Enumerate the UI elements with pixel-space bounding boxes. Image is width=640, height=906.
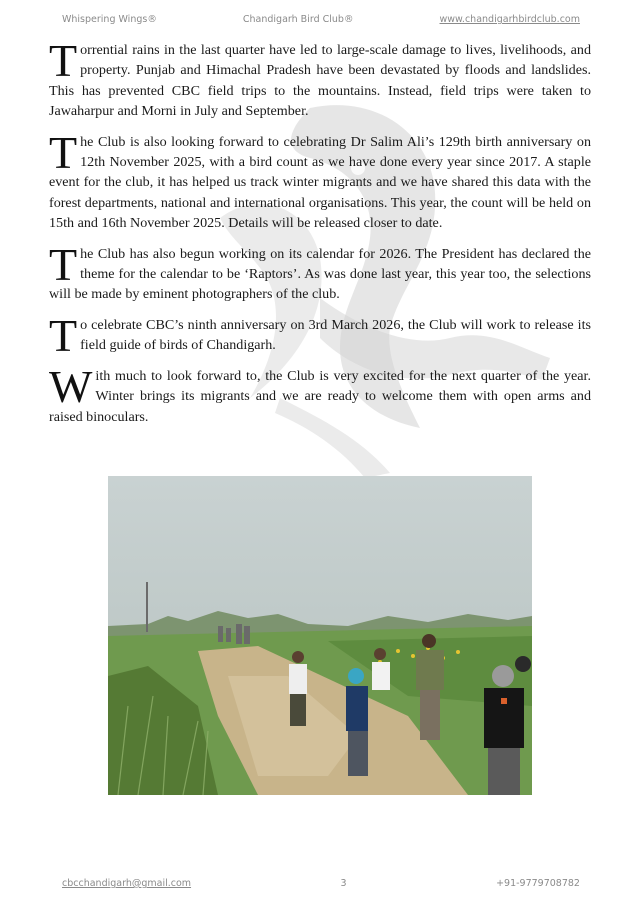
paragraph-text: o celebrate CBC’s ninth anniversary on 3rd March 2026, the Club will work to release its field guide of birds of Chandigarh. <box>80 316 591 354</box>
paragraph-anniversary <box>49 309 591 361</box>
header-club-name: Chandigarh Bird Club® <box>242 14 354 25</box>
drop-cap: T <box>49 309 78 361</box>
drop-cap: W <box>49 360 93 412</box>
header-publication-name: Whispering Wings® <box>62 14 157 25</box>
article-body <box>49 35 591 437</box>
paragraph-winter <box>49 360 591 427</box>
drop-cap: T <box>49 35 78 86</box>
footer-page-number: 3 <box>340 878 347 889</box>
drop-cap: T <box>49 126 78 178</box>
paragraph-text: orrential rains in the last quarter have led to large-scale damage to lives, livelihoods, and property. Punjab and Himachal Pradesh have been devastated by floods and landslides. This has prevented CBC field trips to the mountains. Instead, field trips were taken to Jawaharpur and Morni in July and September. <box>49 42 591 120</box>
paragraph-calendar <box>49 238 591 305</box>
paragraph-salim-ali <box>49 126 591 234</box>
header-website-link[interactable]: www.chandigarhbirdclub.com <box>439 14 580 25</box>
field-trip-photo <box>108 476 532 795</box>
paragraph-text: ith much to look forward to, the Club is very excited for the next quarter of the year. Winter brings its migrants and we are ready to welcome them with open arms and raised binoculars. <box>49 367 591 425</box>
drop-cap: T <box>49 238 78 290</box>
footer-phone: +91-9779708782 <box>496 878 580 889</box>
paragraph-rains <box>49 35 591 122</box>
paragraph-text: he Club is also looking forward to celebrating Dr Salim Ali’s 129th birth anniversary on 12th November 2025, with a bird count as we have done every year since 2017. A staple event for the club, it has helped us track winter migrants and we have shared this data with the forest departments, national and international organisations. This year, the count will be held on 15th and 16th November 2025. Details will be released closer to date. <box>49 133 591 232</box>
page-header <box>62 14 580 25</box>
paragraph-text: he Club has also begun working on its calendar for 2026. The President has declared the theme for the calendar to be ‘Raptors’. As was done last year, this year too, the selections will be made by eminent photographers of the club. <box>49 245 591 303</box>
page-footer <box>62 878 580 889</box>
footer-email-link[interactable]: cbcchandigarh@gmail.com <box>62 878 192 889</box>
